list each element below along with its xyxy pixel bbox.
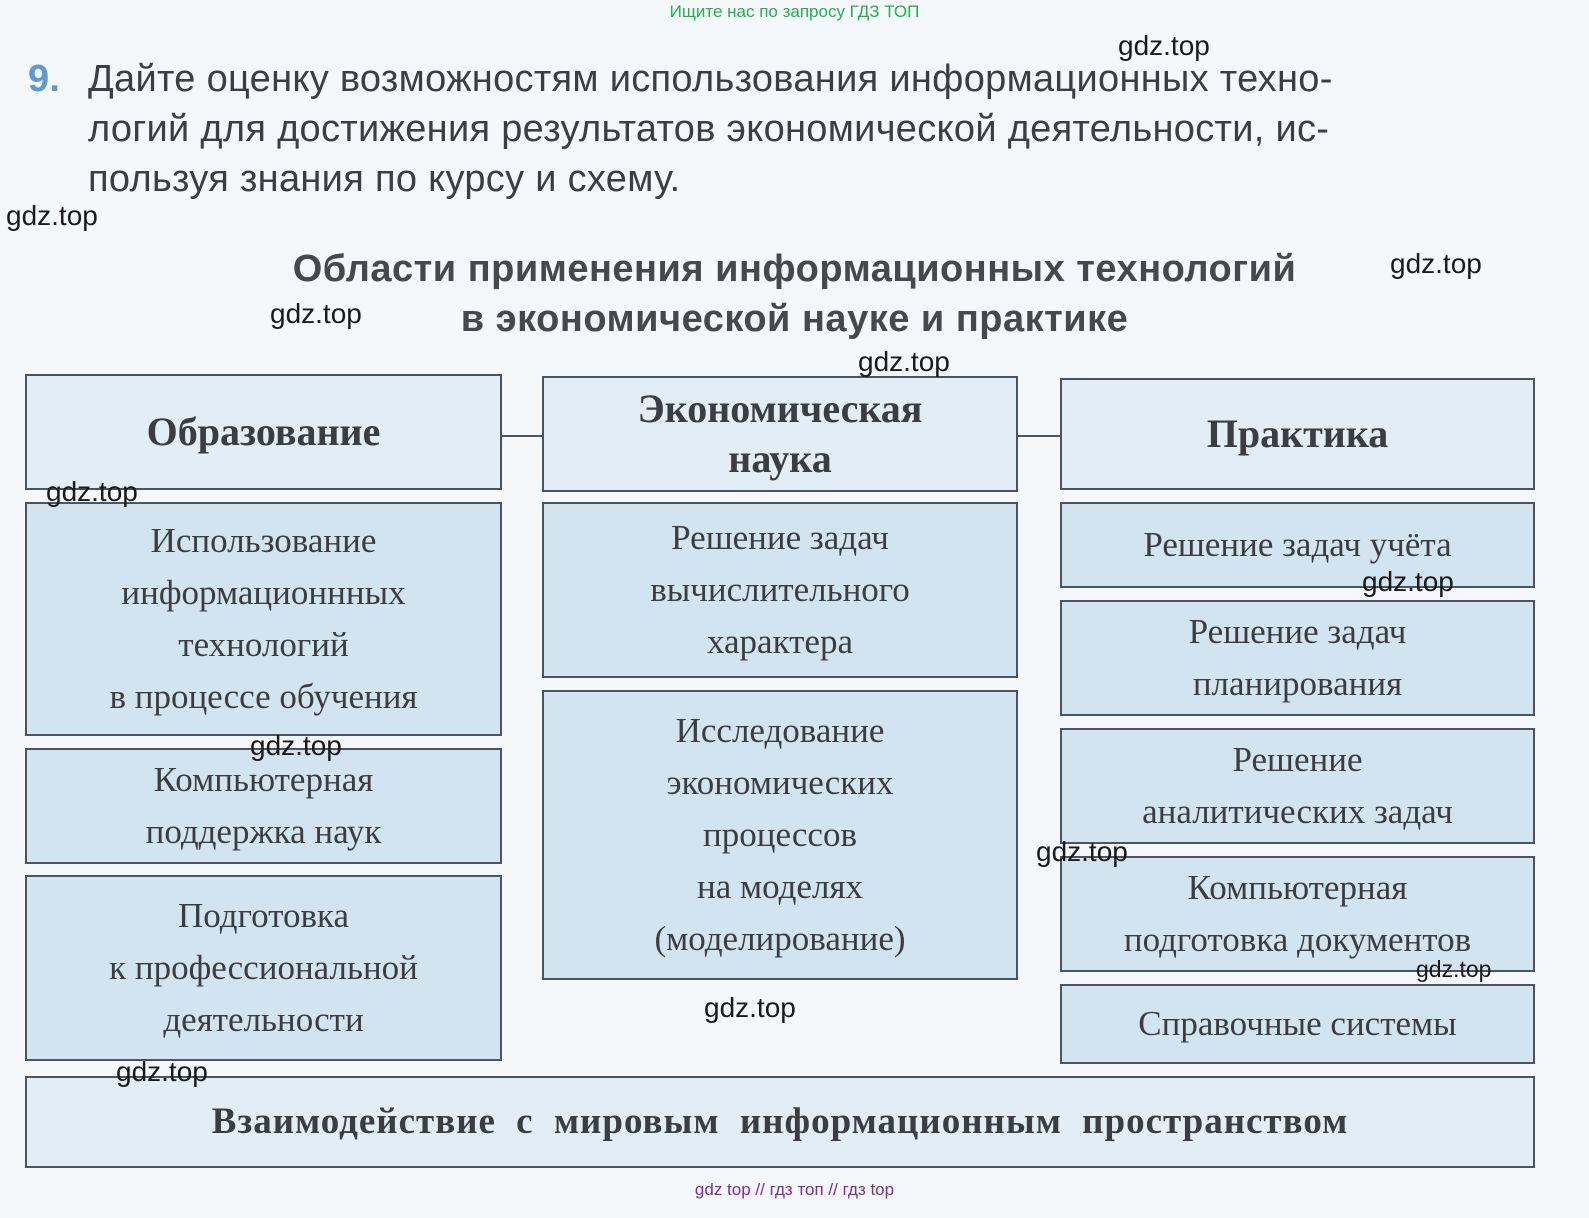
box-text: Подготовка [178,896,349,935]
watermark: gdz.top [1416,956,1492,982]
top-banner[interactable]: Ищите нас по запросу ГДЗ ТОП [669,2,920,21]
footer-world-info-space [25,1076,1535,1168]
watermark: gdz.top [6,200,98,231]
box-text: подготовка документов [1123,920,1472,959]
watermark: gdz.top [46,476,138,507]
box-computer-support-science [25,748,502,864]
box-document-preparation [1060,856,1535,972]
watermark: gdz.top [1118,30,1210,61]
box-text: Решение задач [671,518,889,557]
watermark: gdz.top [116,1056,208,1087]
box-text: Решение задач учёта [1143,525,1452,564]
watermark: gdz.top [704,992,796,1023]
header-practice [1060,378,1535,490]
box-modeling [542,690,1018,980]
box-text: Взаимодействие с мировым информационным пространством [211,1101,1349,1142]
box-reference-systems [1060,984,1535,1064]
task-text [88,54,1558,204]
box-text: деятельности [163,1000,364,1039]
diagram-title-line-2: в экономической науке и практике [460,298,1129,340]
connector-line [502,435,544,437]
box-text: технологий [178,625,349,664]
box-it-in-learning [25,502,502,736]
box-computational-tasks [542,502,1018,678]
watermark: gdz.top [1362,566,1454,597]
box-text: экономических [666,763,894,802]
watermark: gdz.top [1390,248,1482,279]
box-text: (моделирование) [654,919,906,958]
box-text: процессов [703,815,857,854]
box-professional-training [25,875,502,1061]
box-text: Компьютерная [1187,868,1408,907]
diagram-title-line-1: Области применения информационных технологий [292,248,1297,290]
watermark: gdz.top [250,730,342,761]
task-line: логий для достижения результатов экономической деятельности, ис- [88,108,1330,150]
box-text: в процессе обучения [109,677,418,716]
watermark: gdz.top [858,346,950,377]
box-text: Компьютерная [153,760,374,799]
watermark: gdz.top [1036,836,1128,867]
task-statement [28,54,1558,200]
task-line: пользуя знания по курсу и схему. [88,158,681,200]
watermark: gdz.top [270,298,362,329]
box-text: Решение задач [1188,612,1407,651]
task-number: 9. [28,58,61,100]
box-text: поддержка наук [145,812,382,851]
box-text: аналитических задач [1142,792,1453,831]
box-analytical-tasks [1060,728,1535,844]
box-text: на моделях [696,867,864,906]
box-text: Справочные системы [1138,1004,1457,1043]
box-text: Практика [1206,411,1389,456]
box-text: вычислительного [650,570,910,609]
header-economic-science [542,376,1018,492]
box-text: характера [706,622,853,661]
box-text: наука [728,436,832,481]
box-text: к профессиональной [109,948,418,987]
box-planning-tasks [1060,600,1535,716]
connector-line [1018,435,1062,437]
box-text: информационнных [121,573,406,612]
box-text: Образование [146,409,381,454]
task-line: Дайте оценку возможностям использования информационных техно- [88,58,1333,100]
box-text: Использование [150,521,377,560]
box-text: планирования [1192,664,1403,703]
box-text: Экономическая [637,386,923,431]
box-text: Решение [1232,740,1363,779]
header-education [25,374,502,490]
box-text: Исследование [675,711,885,750]
bottom-banner: gdz top // гдз топ // гдз top [694,1180,895,1199]
box-accounting-tasks [1060,502,1535,588]
